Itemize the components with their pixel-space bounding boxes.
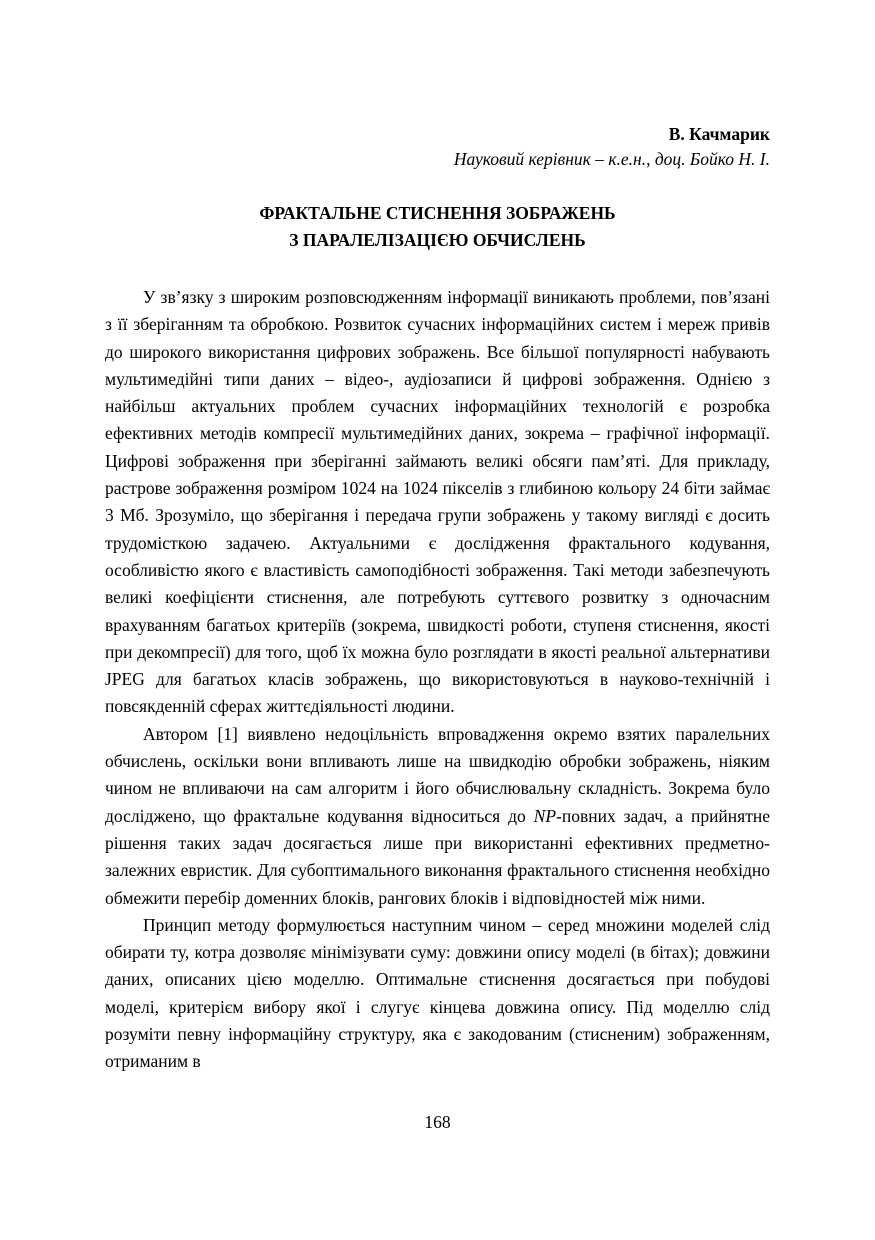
paragraph — [105, 912, 770, 1076]
byline-block — [105, 122, 770, 172]
italic-text-run: NP — [533, 805, 557, 826]
text-run: -повних задач, а прийнятне рішення таких задач досягається лише при використанні ефективних предметно-залежних евристик. Для субоптимального виконання фрактального стиснення необхідно обмежити перебір доменних блоків, рангових блоків і відповідностей між ними. — [105, 805, 770, 908]
article-body — [105, 284, 770, 1076]
paragraph — [105, 284, 770, 721]
text-run: Принцип методу формулюється наступним чином – серед множини моделей слід обирати ту, котра дозволяє мінімізувати суму: довжини опису моделі (в бітах); довжини даних, описаних цією моделлю. Оптимальне стиснення досягається при побудові моделі, критерієм вибору якої і слугує кінцева довжина опису. Під моделлю слід розуміти певну інформаційну структуру, яка є закодованим (стисненим) зображенням, отриманим в — [105, 914, 770, 1072]
text-run: Автором [1] виявлено недоцільність впровадження окремо взятих паралельних обчислень, оскільки вони впливають лише на швидкодію обробки зображень, ніяким чином не впливаючи на сам алгоритм і його обчислювальну складність. Зокрема було досліджено, що фрактальне кодування відноситься до — [105, 723, 770, 826]
paragraph — [105, 721, 770, 912]
supervisor-line: Науковий керівник – к.е.н., доц. Бойко Н. І. — [453, 149, 770, 169]
article-title — [105, 200, 770, 254]
article-title-line2: З ПАРАЛЕЛІЗАЦІЄЮ ОБЧИСЛЕНЬ — [289, 230, 586, 250]
text-run: У зв’язку з широким розповсюдженням інформації виникають проблеми, пов’язані з її зберіганням та обробкою. Розвиток сучасних інформаційних систем і мереж привів до широкого використання цифрових зображень. Все більшої популярності набувають мультимедійні типи даних – відео-, аудіозаписи й цифрові зображення. Однією з найбільш актуальних проблем сучасних інформаційних технологій є розробка ефективних методів компресії мультимедійних даних, зокрема – графічної інформації. Цифрові зображення при зберіганні займають великі обсяги пам’яті. Для прикладу, растрове зображення розміром 1024 на 1024 пікселів з глибиною кольору 24 біти займає 3 Мб. Зрозуміло, що зберігання і передача групи зображень у такому вигляді є досить трудомісткою задачею. Актуальними є дослідження фрактального кодування, особливістю якого є властивість самоподібності зображення. Такі методи забезпечують великі коефіцієнти стиснення, але потребують суттєвого розвитку з одночасним врахуванням багатьох критеріїв (зокрема, швидкості роботи, ступеня стиснення, якості при декомпресії) для того, щоб їх можна було розглядати в якості реальної альтернативи JPEG для багатьох класів зображень, що використовуються в науково-технічній і повсякденній сферах життєдіяльності людини. — [105, 287, 770, 717]
author-line: В. Качмарик — [668, 124, 770, 144]
page-number: 168 — [424, 1112, 451, 1132]
article-title-line1: ФРАКТАЛЬНЕ СТИСНЕННЯ ЗОБРАЖЕНЬ — [259, 203, 616, 223]
